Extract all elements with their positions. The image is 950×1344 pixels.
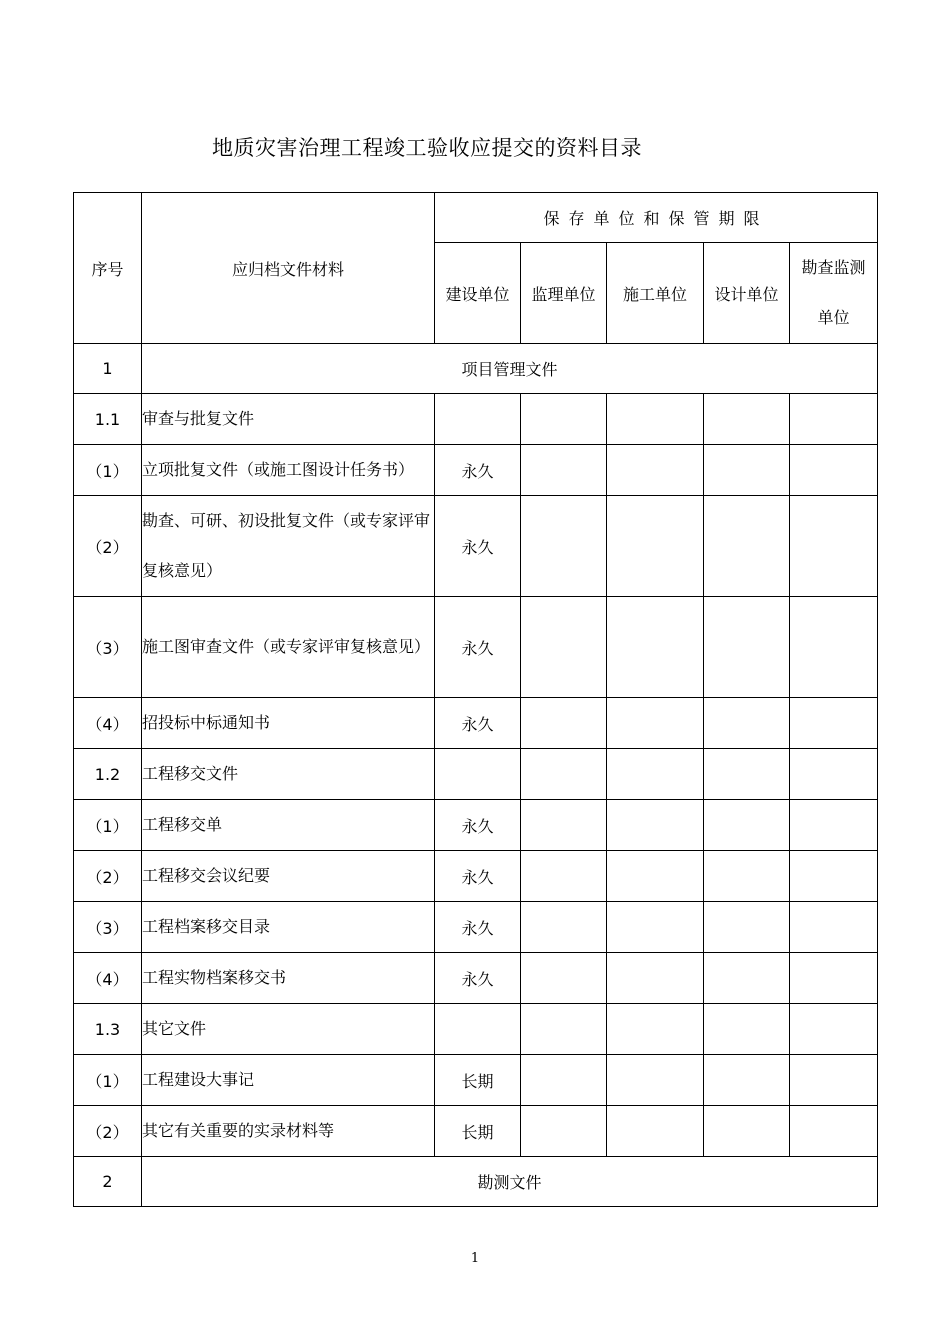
row-construction-retention: 长期 (435, 1106, 521, 1157)
empty-cell (704, 902, 790, 953)
empty-cell (607, 496, 704, 597)
empty-cell (521, 851, 607, 902)
empty-cell (704, 1106, 790, 1157)
row-construction-retention (435, 749, 521, 800)
section-title: 勘测文件 (142, 1157, 878, 1207)
empty-cell (790, 953, 878, 1004)
table-row (74, 800, 878, 851)
row-construction-retention: 永久 (435, 445, 521, 496)
row-construction-retention: 长期 (435, 1055, 521, 1106)
empty-cell (521, 445, 607, 496)
empty-cell (704, 496, 790, 597)
row-construction-retention: 永久 (435, 800, 521, 851)
right-edge-line (877, 192, 878, 1205)
empty-cell (607, 1106, 704, 1157)
row-seq: （4） (74, 953, 142, 1004)
row-seq: （1） (74, 445, 142, 496)
empty-cell (790, 698, 878, 749)
row-seq: 1.1 (74, 394, 142, 445)
empty-cell (704, 749, 790, 800)
table-row (74, 445, 878, 496)
row-seq: （4） (74, 698, 142, 749)
empty-cell (704, 394, 790, 445)
empty-cell (704, 800, 790, 851)
empty-cell (521, 698, 607, 749)
empty-cell (790, 496, 878, 597)
empty-cell (704, 1004, 790, 1055)
row-material: 勘查、可研、初设批复文件（或专家评审复核意见） (142, 496, 435, 597)
empty-cell (607, 902, 704, 953)
empty-cell (607, 1055, 704, 1106)
empty-cell (704, 597, 790, 698)
header-col-construction: 建设单位 (435, 243, 521, 344)
section-row (74, 1157, 878, 1207)
empty-cell (607, 800, 704, 851)
empty-cell (704, 1055, 790, 1106)
empty-cell (521, 800, 607, 851)
empty-cell (704, 445, 790, 496)
empty-cell (790, 1004, 878, 1055)
empty-cell (790, 445, 878, 496)
empty-cell (704, 698, 790, 749)
row-seq: 1.2 (74, 749, 142, 800)
row-construction-retention: 永久 (435, 496, 521, 597)
row-material: 其它有关重要的实录材料等 (142, 1106, 435, 1157)
empty-cell (790, 749, 878, 800)
header-seq: 序号 (74, 193, 142, 344)
row-seq: （1） (74, 800, 142, 851)
row-material: 工程档案移交目录 (142, 902, 435, 953)
row-seq: （2） (74, 851, 142, 902)
row-seq: （2） (74, 1106, 142, 1157)
empty-cell (521, 902, 607, 953)
row-material: 工程移交文件 (142, 749, 435, 800)
header-material: 应归档文件材料 (142, 193, 435, 344)
empty-cell (607, 445, 704, 496)
empty-cell (521, 953, 607, 1004)
table-row (74, 953, 878, 1004)
row-construction-retention: 永久 (435, 851, 521, 902)
empty-cell (790, 902, 878, 953)
row-material: 其它文件 (142, 1004, 435, 1055)
row-material: 立项批复文件（或施工图设计任务书） (142, 445, 435, 496)
table-row (74, 394, 878, 445)
empty-cell (607, 851, 704, 902)
row-seq: 1.3 (74, 1004, 142, 1055)
section-row (74, 344, 878, 394)
row-material: 工程实物档案移交书 (142, 953, 435, 1004)
row-seq: （2） (74, 496, 142, 597)
row-material: 施工图审查文件（或专家评审复核意见） (142, 597, 435, 698)
table-row (74, 1055, 878, 1106)
empty-cell (704, 953, 790, 1004)
section-title: 项目管理文件 (142, 344, 878, 394)
table-row (74, 597, 878, 698)
empty-cell (607, 394, 704, 445)
table-row (74, 749, 878, 800)
row-material: 审查与批复文件 (142, 394, 435, 445)
page-number: 1 (470, 1251, 480, 1266)
row-construction-retention: 永久 (435, 597, 521, 698)
row-seq: （1） (74, 1055, 142, 1106)
empty-cell (607, 749, 704, 800)
table-row (74, 496, 878, 597)
table-row (74, 902, 878, 953)
row-seq: 1 (74, 344, 142, 394)
row-seq: （3） (74, 902, 142, 953)
row-seq: 2 (74, 1157, 142, 1207)
empty-cell (790, 800, 878, 851)
row-construction-retention: 永久 (435, 953, 521, 1004)
row-construction-retention: 永久 (435, 902, 521, 953)
empty-cell (607, 1004, 704, 1055)
empty-cell (521, 496, 607, 597)
empty-cell (521, 394, 607, 445)
row-construction-retention (435, 1004, 521, 1055)
header-col-design: 设计单位 (704, 243, 790, 344)
empty-cell (790, 394, 878, 445)
table-row (74, 1106, 878, 1157)
table-row (74, 851, 878, 902)
table-body (74, 344, 878, 1207)
header-col-builder: 施工单位 (607, 243, 704, 344)
empty-cell (607, 953, 704, 1004)
empty-cell (521, 749, 607, 800)
table-row (74, 698, 878, 749)
empty-cell (790, 1055, 878, 1106)
empty-cell (790, 1106, 878, 1157)
empty-cell (521, 1106, 607, 1157)
header-col-survey: 勘查监测单位 (790, 243, 878, 344)
table-row (74, 1004, 878, 1055)
row-material: 工程移交单 (142, 800, 435, 851)
empty-cell (521, 597, 607, 698)
header-retention-group: 保存单位和保管期限 (435, 193, 878, 243)
row-seq: （3） (74, 597, 142, 698)
empty-cell (607, 698, 704, 749)
row-construction-retention: 永久 (435, 698, 521, 749)
row-material: 工程建设大事记 (142, 1055, 435, 1106)
header-col-supervision: 监理单位 (521, 243, 607, 344)
empty-cell (704, 851, 790, 902)
row-material: 招投标中标通知书 (142, 698, 435, 749)
row-construction-retention (435, 394, 521, 445)
empty-cell (790, 851, 878, 902)
empty-cell (790, 597, 878, 698)
row-material: 工程移交会议纪要 (142, 851, 435, 902)
empty-cell (607, 597, 704, 698)
empty-cell (521, 1055, 607, 1106)
page-title: 地质灾害治理工程竣工验收应提交的资料目录 (212, 136, 642, 160)
empty-cell (521, 1004, 607, 1055)
archive-table (73, 192, 878, 1207)
